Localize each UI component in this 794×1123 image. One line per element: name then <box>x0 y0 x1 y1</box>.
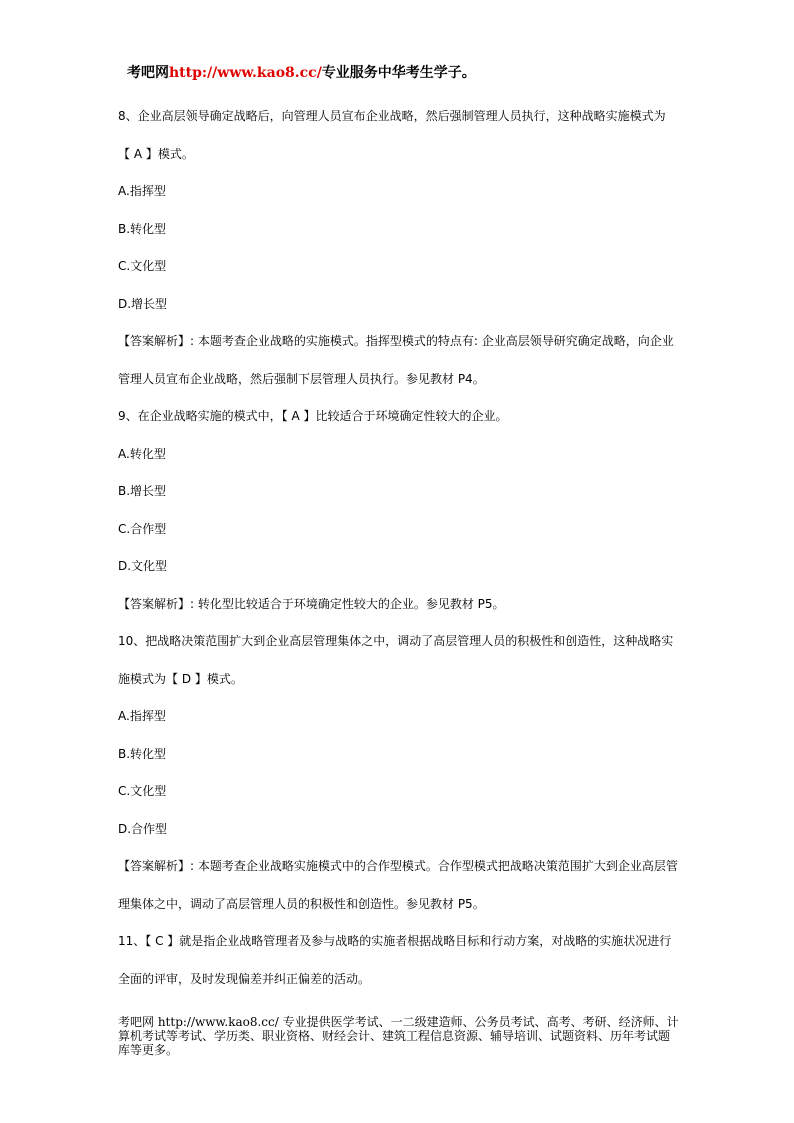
text-line: A.指挥型 <box>118 184 166 198</box>
text-line: 【答案解析】: 本题考查企业战略实施模式中的合作型模式。合作型模式把战略决策范围扩大到企业高层管 <box>118 859 678 873</box>
question-content <box>118 104 688 1004</box>
text-line: 管理人员宣布企业战略，然后强制下层管理人员执行。参见教材 P4。 <box>118 371 485 386</box>
text-line: 理集体之中，调动了高层管理人员的积极性和创造性。参见教材 P5。 <box>118 896 485 911</box>
site-url-link[interactable]: http://www.kao8.cc/ <box>169 65 322 81</box>
text-line: 【答案解析】: 本题考查企业战略的实施模式。指挥型模式的特点有: 企业高层领导研究确定战略，向企业 <box>118 334 674 348</box>
text-line: 全面的评审，及时发现偏差并纠正偏差的活动。 <box>118 971 371 986</box>
site-name: 考吧网 <box>127 65 169 81</box>
text-line: C.文化型 <box>118 259 167 273</box>
text-line: C.文化型 <box>118 784 167 798</box>
text-line: 【答案解析】: 转化型比较适合于环境确定性较大的企业。参见教材 P5。 <box>118 596 505 611</box>
text-line: D.合作型 <box>118 821 168 836</box>
text-line: B.转化型 <box>118 221 167 236</box>
text-line: B.增长型 <box>118 484 167 498</box>
site-slogan: 专业服务中华考生学子。 <box>321 65 476 81</box>
page-footer <box>118 1015 680 1057</box>
text-line: C.合作型 <box>118 521 167 536</box>
text-line: 【 A 】模式。 <box>118 146 194 161</box>
text-line: A.转化型 <box>118 446 166 461</box>
text-line: 9、在企业战略实施的模式中，【 A 】比较适合于环境确定性较大的企业。 <box>118 409 508 423</box>
text-line: 10、把战略决策范围扩大到企业高层管理集体之中，调动了高层管理人员的积极性和创造性，这种战略实 <box>118 634 674 648</box>
text-line: 8、企业高层领导确定战略后，向管理人员宣布企业战略，然后强制管理人员执行，这种战略实施模式为 <box>118 109 666 123</box>
text-line: B.转化型 <box>118 746 167 761</box>
text-line: A.指挥型 <box>118 709 166 723</box>
text-line: D.增长型 <box>118 296 168 311</box>
page-header <box>127 62 476 82</box>
footer-text: 考吧网 http://www.kao8.cc/ 专业提供医学考试、一二级建造师、公务员考试、高考、考研、经济师、计算机考试等考试、学历类、职业资格、财经会计、建筑工程信息资源、辅导培训、试题资料、历年考试题库等更多。 <box>118 1015 679 1057</box>
text-line: 11、【 C 】就是指企业战略管理者及参与战略的实施者根据战略目标和行动方案，对战略的实施状况进行 <box>118 934 672 948</box>
text-line: 施模式为【 D 】模式。 <box>118 671 243 686</box>
text-line: D.文化型 <box>118 559 168 573</box>
